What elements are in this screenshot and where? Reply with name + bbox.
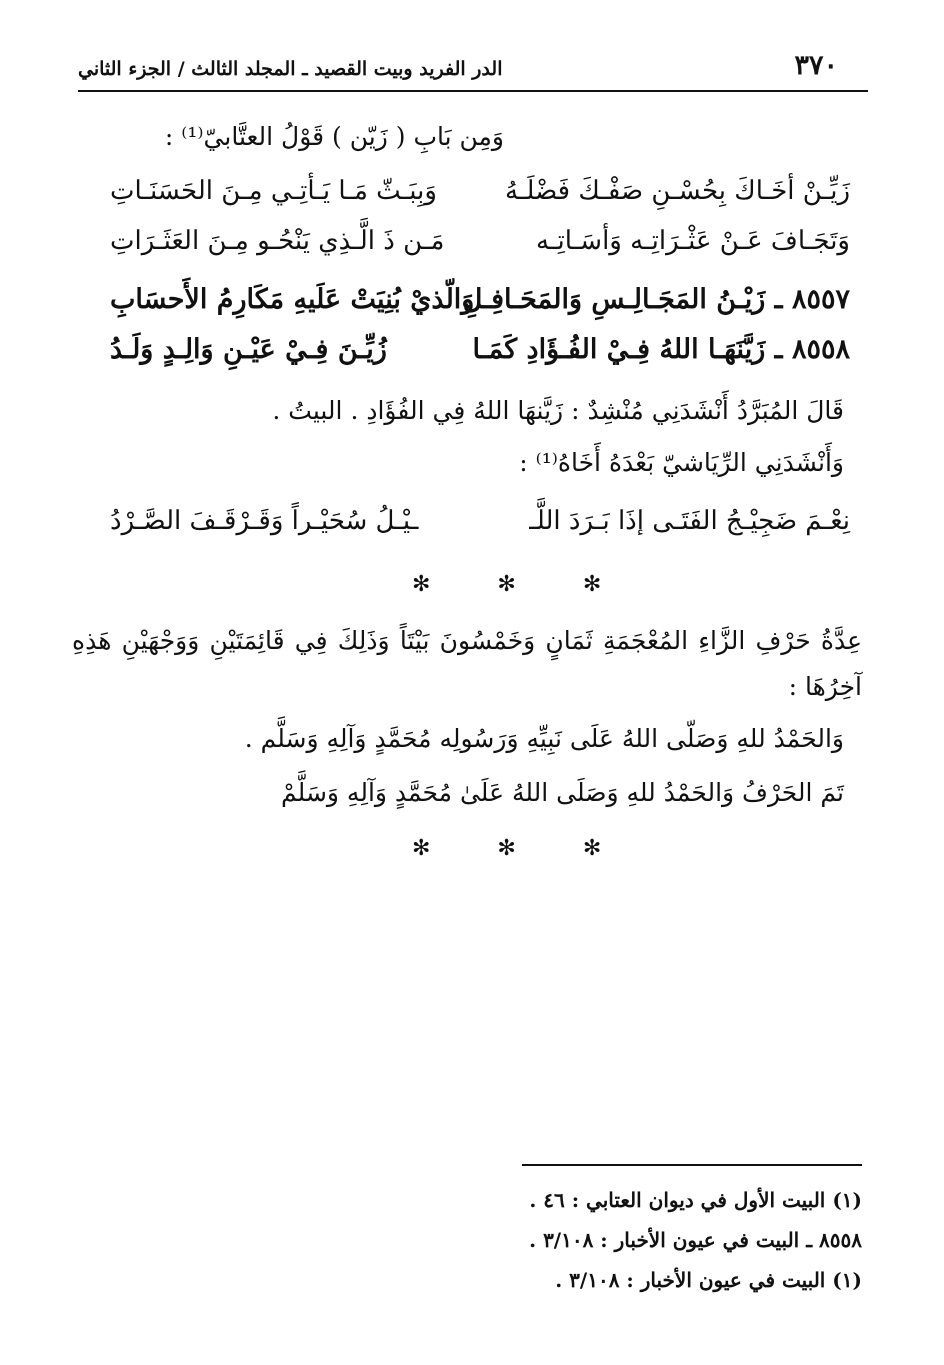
verse-1-second-hemistich: وَبِبَـثّ مَـا يَـأتِـي مِـنَ الحَسَنَـاتِ <box>110 176 437 206</box>
final-verse <box>90 506 860 546</box>
count-paragraph: عِدَّةُ حَرْفِ الزَّاءِ المُعْجَمَةِ ثَمَانٍ وَخَمْسُونَ بَيْتَاً وَذَلِكَ فِي قَائِمَتَيْنِ وَوَجْهَيْنِ هَذِهِ آخِرُهَا : <box>72 626 862 701</box>
verse-8558-first-hemistich: ٨٥٥٨ ـ زَيَّنَهَـا اللهُ فِـيْ الفُـؤَادِ كَمَـا <box>472 334 850 365</box>
verse-1 <box>90 176 860 216</box>
verse-2-second-hemistich: مَـن ذَ الَّـذِي يَنْحُـو مِـنَ العَثَـرَاتِ <box>110 226 445 256</box>
verse-2 <box>90 226 860 266</box>
closing-line: تَمَ الحَرْفُ وَالحَمْدُ للهِ وَصَلَى اللهُ عَلَىٰ مُحَمَّدٍ وَآلِهِ وَسَلَّمْ <box>281 778 844 807</box>
intro-line: وَمِن بَابِ ( زَيّن ) قَوْلُ العتَّابيّ⁽¹⁾ : <box>164 122 504 151</box>
footnote-1: (١) البيت الأول في ديوان العتابي : ٤٦ . <box>529 1188 862 1212</box>
footnote-8558: ٨٥٥٨ ـ البيت في عيون الأخبار : ٣/١٠٨ . <box>529 1228 862 1252</box>
mubarrad-line: قَالَ المُبَرَّدُ أَنْشَدَنِي مُنْشِدٌ : زَيَّنهَا اللهُ فِي الفُؤَادِ . البيتُ . <box>272 396 844 425</box>
verse-2-first-hemistich: وَتَجَـافَ عَـنْ عَثْـرَاتِـه وَأسَـاتِـه <box>535 226 850 256</box>
section-divider-stars-1: ✻ ✻ ✻ <box>412 572 632 597</box>
praise-line: وَالحَمْدُ للهِ وَصَلّى اللهُ عَلَى نَبِيِّهِ وَرَسُولِه مُحَمَّدٍ وَآلِهِ وَسَلَّم . <box>244 724 844 753</box>
verse-1-first-hemistich: زَيِّـنْ أخَـاكَ بِحُسْـنِ صَفْـكَ فَضْلَـهُ <box>504 176 850 206</box>
section-divider-stars-2: ✻ ✻ ✻ <box>412 836 632 861</box>
running-title: الدر الفريد وبيت القصيد ـ المجلد الثالث / الجزء الثاني <box>78 58 503 80</box>
verse-8558 <box>90 334 860 374</box>
verse-8557 <box>90 284 860 324</box>
verse-8558-second-hemistich: زُيِّـنَ فِـيْ عَيْـنِ وَالِـدٍ وَلَـدُ <box>110 334 387 365</box>
final-verse-first-hemistich: نِعْـمَ ضَجِيْـجُ الفَتَـى إذَا بَـرَدَ اللَّـ <box>529 506 850 536</box>
page-header <box>78 46 868 92</box>
footnote-separator <box>522 1164 862 1166</box>
verse-8557-first-hemistich: ٨٥٥٧ ـ زَيْـنُ المَجَـالِـسِ وَالمَحَـافِـلِ <box>462 284 850 315</box>
verse-8557-second-hemistich: وَالّذيْ بُنِيَتْ عَلَيهِ مَكَارِمُ الأَحسَابِ <box>110 284 475 315</box>
final-verse-second-hemistich: ـيْـلُ سُحَيْـراً وَقَـرْقَـفَ الصَّـرْدُ <box>110 506 419 536</box>
riyashi-line: وَأَنْشَدَنِي الرِّيَاشيّ بَعْدَهُ أَخَاهُ⁽¹⁾ : <box>519 448 844 477</box>
footnote-2: (١) البيت في عيون الأخبار : ٣/١٠٨ . <box>555 1268 862 1292</box>
page-number: ٣٧٠ <box>794 50 838 81</box>
